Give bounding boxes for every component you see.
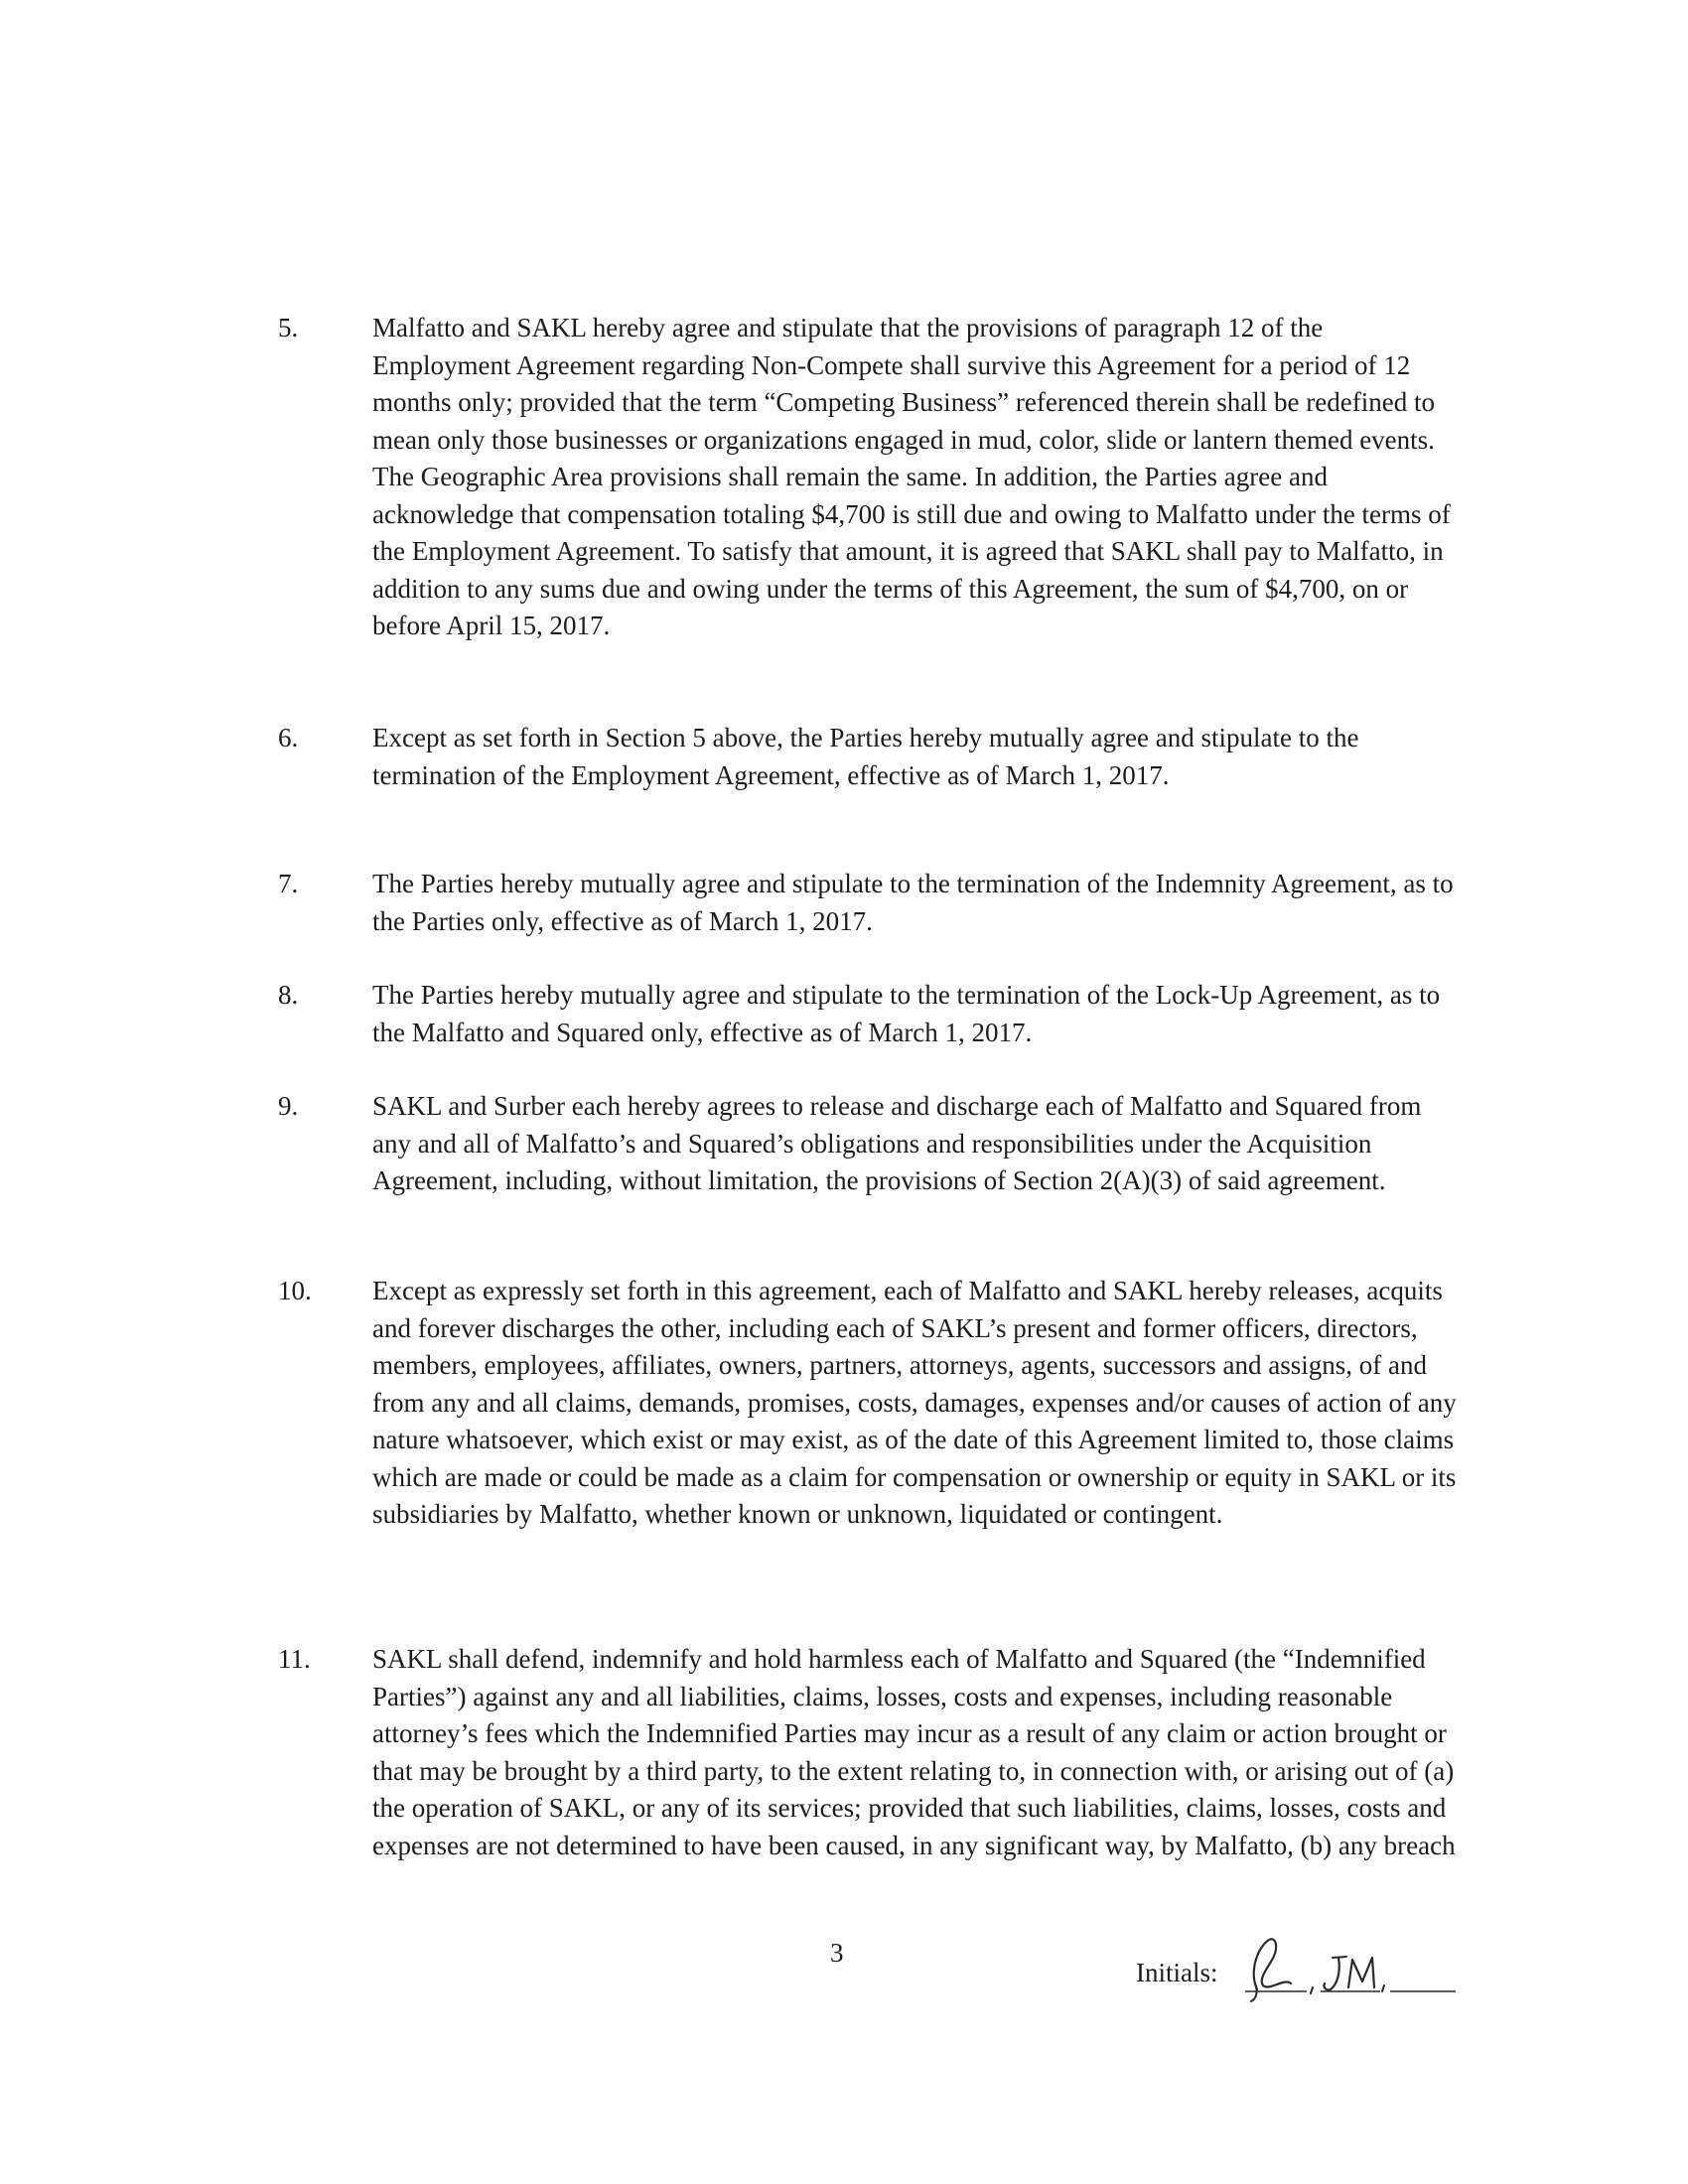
paragraph-number: 9. (278, 1091, 299, 1121)
paragraph-11 (278, 1641, 1460, 1864)
paragraph-number: 10. (278, 1276, 312, 1305)
paragraph-number: 6. (278, 723, 299, 752)
initials-label: Initials: (1136, 1958, 1218, 1987)
paragraph-number: 5. (278, 313, 299, 342)
page-number: 3 (830, 1938, 844, 1968)
initials-signature (1235, 1928, 1474, 2007)
paragraph-text: The Parties hereby mutually agree and stipulate to the termination of the Indemnity Agreement, as to the Parties only, effective as of March 1, 2017. (372, 869, 1454, 936)
paragraph-text: The Parties hereby mutually agree and stipulate to the termination of the Lock-Up Agreement, as to the Malfatto and Squared only, effective as of March 1, 2017. (372, 980, 1441, 1047)
paragraph-8 (278, 977, 1460, 1051)
paragraph-7 (278, 866, 1460, 940)
paragraph-text: Except as set forth in Section 5 above, the Parties hereby mutually agree and stipulate to the termination of the Employment Agreement, effective as of March 1, 2017. (372, 723, 1359, 790)
paragraph-text: Except as expressly set forth in this agreement, each of Malfatto and SAKL hereby releases, acquits and forever discharges the other, including each of SAKL’s present and former officers, directors, members, employees, affiliates, owners, partners, attorneys, agents, successors and assigns, of and from any and all claims, demands, promises, costs, damages, expenses and/or causes of action of any nature whatsoever, which exist or may exist, as of the date of this Agreement limited to, those claims which are made or could be made as a claim for compensation or ownership or equity in SAKL or its subsidiaries by Malfatto, whether known or unknown, liquidated or contingent. (372, 1276, 1457, 1529)
paragraph-number: 7. (278, 869, 299, 898)
paragraph-6 (278, 720, 1460, 794)
paragraph-10 (278, 1273, 1460, 1534)
initials-block (1136, 1950, 1474, 2009)
paragraph-5 (278, 310, 1460, 645)
paragraph-text: SAKL and Surber each hereby agrees to release and discharge each of Malfatto and Squared from any and all of Malfatto’s and Squared’s obligations and responsibilities under the Acquisition Agreement, including, without limitation, the provisions of Section 2(A)(3) of said agreement. (372, 1091, 1422, 1195)
paragraph-9 (278, 1088, 1460, 1200)
paragraph-number: 8. (278, 980, 299, 1010)
paragraph-text: Malfatto and SAKL hereby agree and stipulate that the provisions of paragraph 12 of the Employment Agreement regarding Non-Compete shall survive this Agreement for a period of 12 months only; provided that the term “Competing Business” referenced therein shall be redefined to mean only those businesses or organizations engaged in mud, color, slide or lantern themed events. The Geographic Area provisions shall remain the same. In addition, the Parties agree and acknowledge that compensation totaling $4,700 is still due and owing to Malfatto under the terms of the Employment Agreement. To satisfy that amount, it is agreed that SAKL shall pay to Malfatto, in addition to any sums due and owing under the terms of this Agreement, the sum of $4,700, on or before April 15, 2017. (372, 313, 1451, 640)
paragraph-text: SAKL shall defend, indemnify and hold harmless each of Malfatto and Squared (the “Indemnified Parties”) against any and all liabilities, claims, losses, costs and expenses, including reasonable attorney’s fees which the Indemnified Parties may incur as a result of any claim or action brought or that may be brought by a third party, to the extent relating to, in connection with, or arising out of (a) the operation of SAKL, or any of its services; provided that such liabilities, claims, losses, costs and expenses are not determined to have been caused, in any significant way, by Malfatto, (b) any breach (372, 1644, 1456, 1860)
paragraph-number: 11. (278, 1644, 311, 1674)
